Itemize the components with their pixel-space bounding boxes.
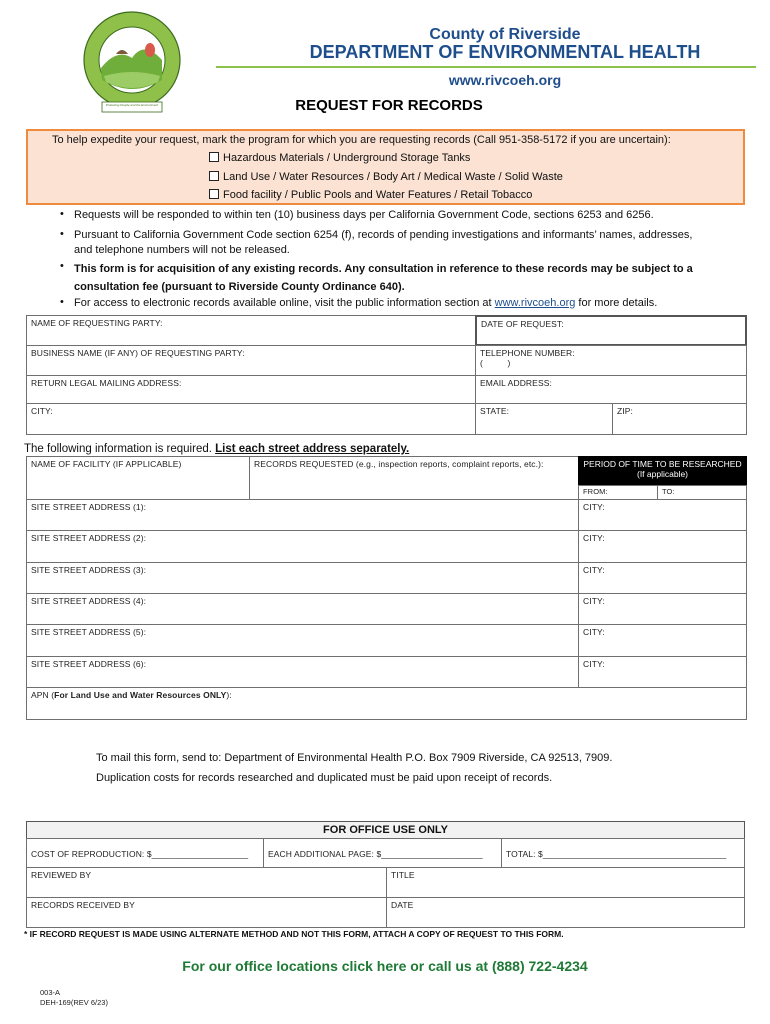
telephone-number-field[interactable]	[475, 345, 747, 376]
website-link[interactable]: www.rivcoeh.org	[448, 72, 562, 88]
program-option-land-use[interactable]	[209, 171, 563, 183]
bullet-line: Requests will be responded to within ten (10) business days per California Government Code, sections 6253 and 6256.	[74, 209, 654, 221]
form-number: 003-A	[40, 988, 61, 997]
program-instructions: To help expedite your request, mark the program for which you are requesting records (Call 951-358-5172 if you are uncertain):	[52, 134, 671, 146]
checkbox-icon[interactable]	[209, 189, 219, 199]
field-label: SITE STREET ADDRESS (6):	[31, 659, 147, 669]
received-date-field[interactable]	[386, 897, 745, 928]
facility-instructions	[24, 443, 409, 455]
program-option-label: Hazardous Materials / Underground Storage Tanks	[223, 152, 471, 164]
field-label: SITE STREET ADDRESS (4):	[31, 596, 147, 606]
bullet-line: consultation fee (pursuant to Riverside County Ordinance 640).	[74, 281, 405, 293]
bullet-pending-investigations	[74, 228, 734, 258]
bullet-electronic-records	[74, 296, 734, 311]
field-label: SITE STREET ADDRESS (5):	[31, 627, 147, 637]
bullet-line: This form is for acquisition of any existing records. Any consultation in reference to these records may be subject to a	[74, 263, 693, 275]
bullet-icon: •	[60, 260, 64, 272]
form-revision: DEH-169(REV 6/23)	[40, 998, 108, 1007]
email-address-field[interactable]	[475, 375, 747, 404]
date-of-request-field[interactable]	[475, 315, 747, 346]
field-label: CITY:	[31, 406, 53, 416]
alternate-method-footnote: * IF RECORD REQUEST IS MADE USING ALTERNATE METHOD AND NOT THIS FORM, ATTACH A COPY OF REQUEST TO THIS FORM.	[24, 929, 564, 939]
field-label: DATE OF REQUEST:	[481, 319, 564, 329]
site-city-3-field[interactable]	[578, 562, 747, 594]
checkbox-icon[interactable]	[209, 171, 219, 181]
field-label: CITY:	[583, 502, 605, 512]
bullet-text-post: for more details.	[575, 297, 658, 309]
logo-ribbon-text: Protecting People and the Environment	[105, 103, 159, 107]
office-locations-link[interactable]: For our office locations click here or call us at (888) 722-4234	[182, 958, 588, 974]
field-label: CITY:	[583, 627, 605, 637]
city-field[interactable]	[26, 403, 476, 435]
bullet-icon: •	[60, 228, 64, 240]
records-received-by-field[interactable]	[26, 897, 387, 928]
site-street-address-5-field[interactable]	[26, 624, 579, 657]
site-street-address-2-field[interactable]	[26, 530, 579, 563]
field-label: REVIEWED BY	[31, 870, 92, 880]
mailing-address-field[interactable]	[26, 375, 476, 404]
instruction-underlined: List each street address separately.	[215, 443, 410, 455]
header-divider	[216, 66, 756, 68]
field-label: SITE STREET ADDRESS (1):	[31, 502, 147, 512]
field-label: ZIP:	[617, 406, 633, 416]
reviewer-title-field[interactable]	[386, 867, 745, 898]
department-name: DEPARTMENT OF ENVIRONMENTAL HEALTH	[309, 42, 701, 62]
bullet-line: and telephone numbers will not be released.	[74, 244, 290, 256]
field-label: ):	[226, 690, 232, 700]
site-street-address-6-field[interactable]	[26, 656, 579, 688]
program-option-label: Food facility / Public Pools and Water Features / Retail Tobacco	[223, 189, 533, 201]
site-street-address-3-field[interactable]	[26, 562, 579, 594]
bullet-line: Pursuant to California Government Code section 6254 (f), records of pending investigations and informants’ names, addresses,	[74, 229, 693, 241]
program-option-label: Land Use / Water Resources / Body Art / Medical Waste / Solid Waste	[223, 171, 563, 183]
field-label: SITE STREET ADDRESS (3):	[31, 565, 147, 575]
site-street-address-1-field[interactable]	[26, 499, 579, 531]
field-label: RETURN LEGAL MAILING ADDRESS:	[31, 378, 182, 388]
program-option-food-facility[interactable]	[209, 189, 532, 201]
bullet-text-pre: For access to electronic records available online, visit the public information section at	[74, 297, 495, 309]
field-label: TOTAL: $______________________________________	[506, 849, 727, 859]
field-label: FROM:	[583, 487, 608, 496]
checkbox-icon[interactable]	[209, 152, 219, 162]
field-label: TO:	[662, 487, 675, 496]
website-link-inline[interactable]: www.rivcoeh.org	[494, 297, 576, 309]
facility-name-field[interactable]	[26, 456, 250, 500]
field-label: APN (	[31, 690, 55, 700]
requesting-party-name-field[interactable]	[26, 315, 476, 346]
phone-format: ( )	[480, 358, 511, 368]
bullet-icon: •	[60, 296, 64, 308]
site-street-address-4-field[interactable]	[26, 593, 579, 625]
field-label: NAME OF REQUESTING PARTY:	[31, 318, 163, 328]
mailing-instructions: To mail this form, send to: Department of Environmental Health P.O. Box 7909 Riverside, CA 92513, 7909.	[96, 752, 613, 764]
each-additional-page-field[interactable]	[263, 838, 502, 868]
period-heading: PERIOD OF TIME TO BE RESEARCHED	[583, 459, 742, 469]
field-label: CITY:	[583, 533, 605, 543]
site-city-2-field[interactable]	[578, 530, 747, 563]
zip-field[interactable]	[612, 403, 747, 435]
site-city-6-field[interactable]	[578, 656, 747, 688]
site-city-4-field[interactable]	[578, 593, 747, 625]
field-label: RECORDS REQUESTED (e.g., inspection reports, complaint reports, etc.):	[254, 459, 544, 469]
reviewed-by-field[interactable]	[26, 867, 387, 898]
field-label: BUSINESS NAME (IF ANY) OF REQUESTING PARTY:	[31, 348, 245, 358]
period-of-time-header	[578, 456, 747, 486]
site-city-1-field[interactable]	[578, 499, 747, 531]
page-title: REQUEST FOR RECORDS	[295, 97, 483, 114]
state-field[interactable]	[475, 403, 613, 435]
field-label: CITY:	[583, 596, 605, 606]
total-field[interactable]	[501, 838, 745, 868]
field-label: EACH ADDITIONAL PAGE: $_____________________	[268, 849, 483, 859]
bullet-consultation-fee	[74, 260, 734, 296]
field-label: TELEPHONE NUMBER:	[480, 348, 575, 358]
bullet-icon: •	[60, 208, 64, 220]
county-name: County of Riverside	[429, 26, 581, 43]
period-from-field[interactable]	[578, 485, 658, 500]
field-label: TITLE	[391, 870, 415, 880]
apn-field[interactable]	[26, 687, 747, 720]
period-subheading: (If applicable)	[636, 469, 689, 479]
field-label: RECORDS RECEIVED BY	[31, 900, 135, 910]
field-label: STATE:	[480, 406, 510, 416]
program-option-hazmat[interactable]	[209, 152, 470, 164]
period-to-field[interactable]	[657, 485, 747, 500]
field-label: DATE	[391, 900, 414, 910]
site-city-5-field[interactable]	[578, 624, 747, 657]
field-label-bold: For Land Use and Water Resources ONLY	[54, 690, 227, 700]
field-label: COST OF REPRODUCTION: $____________________	[31, 849, 249, 859]
office-use-title: FOR OFFICE USE ONLY	[26, 821, 745, 839]
field-label: NAME OF FACILITY (IF APPLICABLE)	[31, 459, 182, 469]
cost-of-reproduction-field[interactable]	[26, 838, 264, 868]
bullet-response-time	[74, 208, 734, 223]
instruction-text: The following information is required.	[24, 443, 216, 455]
business-name-field[interactable]	[26, 345, 476, 376]
records-requested-field[interactable]	[249, 456, 579, 500]
duplication-costs-note: Duplication costs for records researched and duplicated must be paid upon receipt of records.	[96, 772, 553, 784]
field-label: CITY:	[583, 565, 605, 575]
field-label: EMAIL ADDRESS:	[480, 378, 552, 388]
field-label: SITE STREET ADDRESS (2):	[31, 533, 147, 543]
field-label: CITY:	[583, 659, 605, 669]
